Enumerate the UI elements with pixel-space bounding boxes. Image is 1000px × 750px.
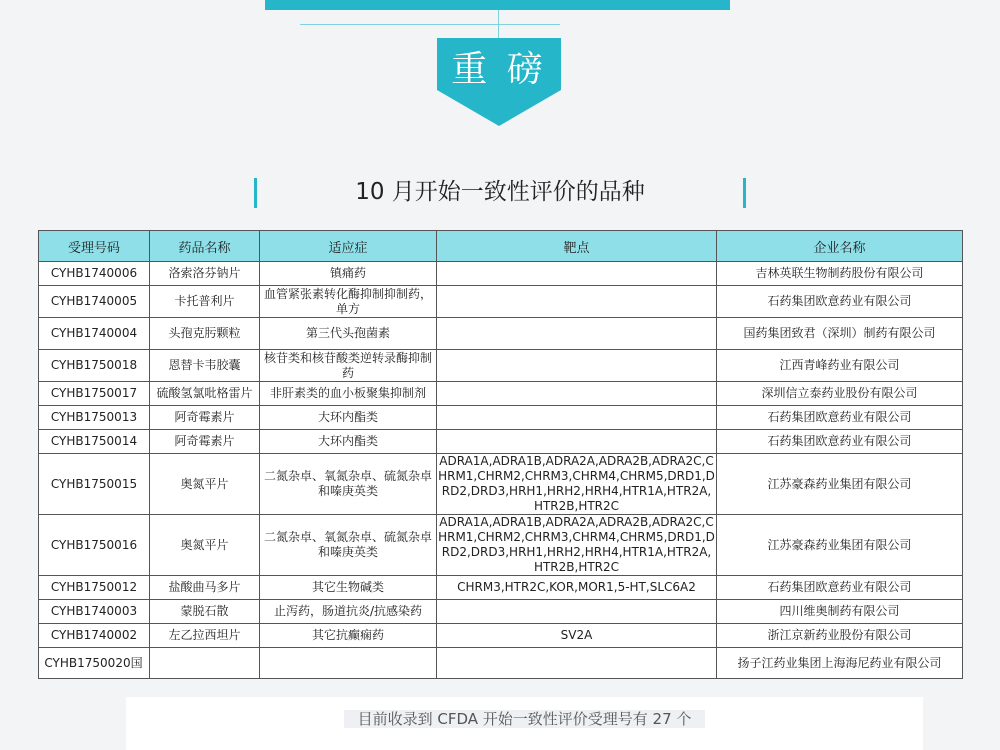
cell-indication: 镇痛药 [260,262,437,286]
cell-indication: 止泻药，肠道抗炎/抗感染药 [260,600,437,624]
cell-indication: 大环内酯类 [260,430,437,454]
title-left-bar [254,178,257,208]
cell-company: 江苏豪森药业集团有限公司 [717,515,963,576]
cell-drug: 盐酸曲马多片 [150,576,260,600]
header-cell: 受理号码 [39,231,150,262]
cell-company: 四川维奥制药有限公司 [717,600,963,624]
cell-drug: 阿奇霉素片 [150,430,260,454]
cell-drug: 洛索洛芬钠片 [150,262,260,286]
cell-company: 石药集团欧意药业有限公司 [717,286,963,318]
cell-company: 江苏豪森药业集团有限公司 [717,454,963,515]
cell-target [437,318,717,350]
cell-drug: 蒙脱石散 [150,600,260,624]
cell-company: 吉林英联生物制药股份有限公司 [717,262,963,286]
cell-indication: 非肝素类的血小板聚集抑制剂 [260,382,437,406]
cell-drug: 阿奇霉素片 [150,406,260,430]
title-right-bar [743,178,746,208]
header-cell: 药品名称 [150,231,260,262]
cell-target [437,600,717,624]
cell-code: CYHB1750012 [39,576,150,600]
top-divider [300,24,560,25]
table-row [39,286,963,318]
section-title: 10 月开始一致性评价的品种 [355,179,645,205]
cell-indication: 其它生物碱类 [260,576,437,600]
cell-indication: 血管紧张素转化酶抑制抑制药，单方 [260,286,437,318]
cell-target: CHRM3,HTR2C,KOR,MOR1,5-HT,SLC6A2 [437,576,717,600]
cell-indication [260,648,437,679]
cell-company: 江西青峰药业有限公司 [717,350,963,382]
table-row [39,430,963,454]
cell-drug: 左乙拉西坦片 [150,624,260,648]
cell-code: CYHB1750014 [39,430,150,454]
footer-note-text: 目前收录到 CFDA 开始一致性评价受理号有 27 个 [344,710,706,728]
header-cell: 适应症 [260,231,437,262]
header-cell: 靶点 [437,231,717,262]
badge-label: 重 磅 [451,49,547,90]
cell-code: CYHB1740006 [39,262,150,286]
cell-target [437,406,717,430]
cell-target: SV2A [437,624,717,648]
cell-drug: 头孢克肟颗粒 [150,318,260,350]
cell-code: CYHB1740003 [39,600,150,624]
cell-target: ADRA1A,ADRA1B,ADRA2A,ADRA2B,ADRA2C,CHRM1,CHRM2,CHRM3,CHRM4,CHRM5,DRD1,DRD2,DRD3,HRH1,HRH2,HRH4,HTR1A,HTR2A,HTR2B,HTR2C [438,454,715,513]
cell-target [437,382,717,406]
cell-company: 石药集团欧意药业有限公司 [717,576,963,600]
cell-drug: 奥氮平片 [150,515,260,576]
cell-company: 石药集团欧意药业有限公司 [717,430,963,454]
headline-badge [437,38,561,126]
cell-target [437,286,717,318]
table-row [39,382,963,406]
cell-company: 深圳信立泰药业股份有限公司 [717,382,963,406]
top-accent-bar [265,0,730,10]
table-row [39,648,963,679]
cell-indication: 二氮杂卓、氧氮杂卓、硫氮杂卓和嗪庚英类 [260,515,437,576]
cell-indication: 大环内酯类 [260,406,437,430]
cell-company: 浙江京新药业股份有限公司 [717,624,963,648]
drug-table [38,230,963,679]
cell-target [437,262,717,286]
cell-target [437,648,717,679]
table-row [39,262,963,286]
table-row [39,406,963,430]
cell-target [437,430,717,454]
cell-indication: 二氮杂卓、氧氮杂卓、硫氮杂卓和嗪庚英类 [260,454,437,515]
cell-indication: 核苷类和核苷酸类逆转录酶抑制药 [260,350,437,382]
cell-drug: 卡托普利片 [150,286,260,318]
cell-code: CYHB1750015 [39,454,150,515]
cell-code: CYHB1750020国 [39,648,150,679]
cell-drug: 恩替卡韦胶囊 [150,350,260,382]
header-cell: 企业名称 [717,231,963,262]
cell-drug: 硫酸氢氯吡格雷片 [150,382,260,406]
table-row [39,515,963,576]
cell-code: CYHB1740004 [39,318,150,350]
badge-stem [498,10,499,38]
cell-code: CYHB1750017 [39,382,150,406]
table-row [39,454,963,515]
table-header-row [39,231,963,262]
cell-indication: 其它抗癫痫药 [260,624,437,648]
cell-company: 国药集团致君（深圳）制药有限公司 [717,318,963,350]
cell-drug: 奥氮平片 [150,454,260,515]
cell-target [437,350,717,382]
cell-code: CYHB1750013 [39,406,150,430]
cell-code: CYHB1740005 [39,286,150,318]
cell-target: ADRA1A,ADRA1B,ADRA2A,ADRA2B,ADRA2C,CHRM1,CHRM2,CHRM3,CHRM4,CHRM5,DRD1,DRD2,DRD3,HRH1,HRH2,HRH4,HTR1A,HTR2A,HTR2B,HTR2C [438,515,715,574]
table-row [39,350,963,382]
cell-code: CYHB1750016 [39,515,150,576]
cell-code: CYHB1750018 [39,350,150,382]
cell-company: 石药集团欧意药业有限公司 [717,406,963,430]
footer-note [126,708,923,730]
table-row [39,624,963,648]
table-row [39,318,963,350]
table-row [39,600,963,624]
cell-drug [150,648,260,679]
cell-company: 扬子江药业集团上海海尼药业有限公司 [717,648,963,679]
cell-indication: 第三代头孢菌素 [260,318,437,350]
table-row [39,576,963,600]
cell-code: CYHB1740002 [39,624,150,648]
